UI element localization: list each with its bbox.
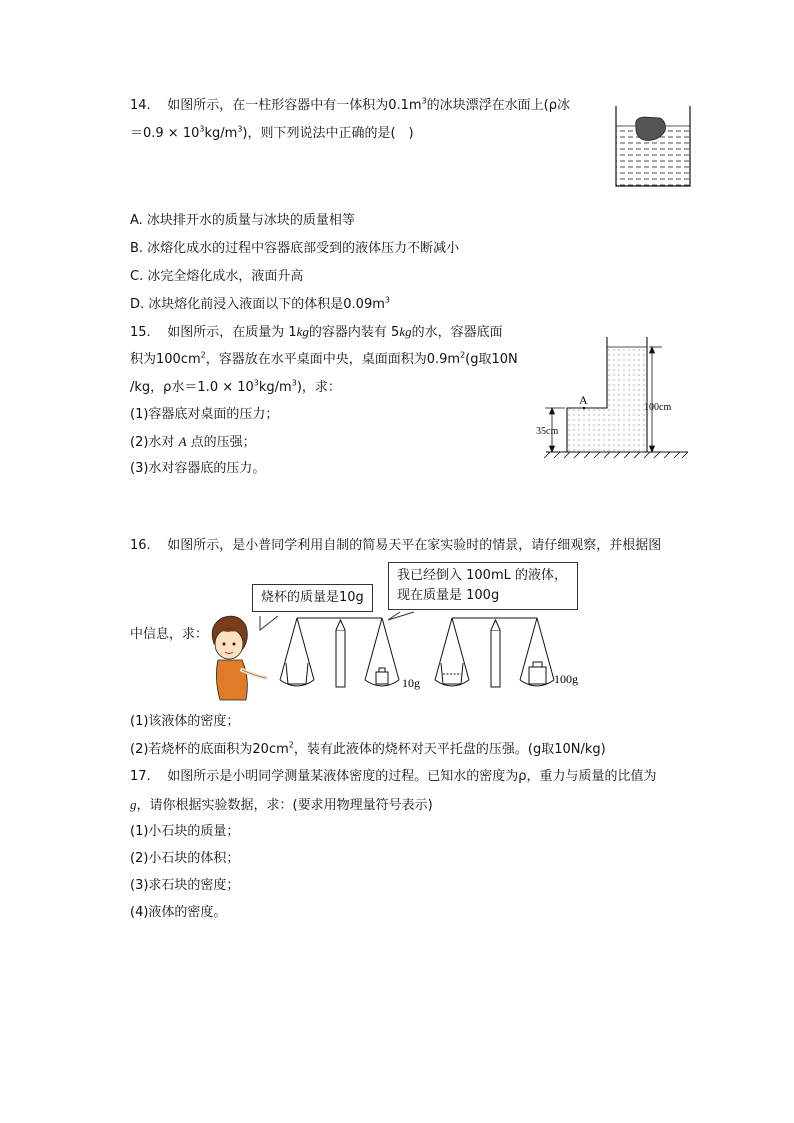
q17-sub1 — [130, 822, 239, 842]
q16-speech-bubble-1 — [252, 584, 373, 612]
q16-bubble1-tail — [260, 616, 278, 630]
q17-sub3-text: (3)求石块的密度； — [130, 878, 240, 893]
q17-line2 — [130, 795, 433, 816]
q14-text-1b: 的冰块漂浮在水面上(ρ冰 — [426, 98, 570, 113]
q16-sub2-text-b: ，装有此液体的烧杯对天平托盘的压强。(g取10N/kg) — [293, 742, 606, 757]
q15-sub2 — [130, 432, 256, 453]
q14-option-d — [130, 295, 390, 315]
q15-height-right-label: 100cm — [644, 402, 672, 413]
q14-sup-2a: 3 — [199, 124, 205, 134]
q15-sup-3b: 3 — [291, 378, 297, 388]
q15-line3 — [130, 378, 341, 398]
q15-text-3b: kg/m — [258, 380, 292, 395]
q16-text-1: 如图所示，是小普同学利用自制的简易天平在家实验时的情景，请仔细观察，并根据图 — [167, 538, 662, 553]
q15-sub3 — [130, 459, 265, 479]
q16-sub1-text: (1)该液体的密度； — [130, 714, 240, 729]
q16-speech-bubble-2 — [388, 562, 578, 610]
q16-weight-2 — [529, 667, 546, 684]
q14-sup-1: 3 — [421, 96, 427, 106]
q16-beaker-1 — [286, 663, 308, 684]
q16-balance-1 — [280, 618, 399, 687]
q15-text-1c: 的容器内装有 5 — [308, 325, 400, 340]
q15-sup-3a: 3 — [253, 378, 259, 388]
q17-number: 17. — [130, 769, 151, 784]
q15-sub1-text: (1)容器底对桌面的压力； — [130, 407, 279, 422]
q17-sub2-text: (2)小石块的体积； — [130, 851, 240, 866]
q15-sup-2b: 2 — [460, 350, 466, 360]
q15-height-left-label: 35cm — [536, 426, 559, 437]
q16-bubble2-line1: 我已经倒入 100mL 的液体， — [397, 568, 567, 583]
q16-weight-1 — [376, 672, 388, 684]
q17-var-g: g — [130, 797, 137, 812]
q15-unit-kg-1: kg — [296, 324, 309, 339]
q15-line2 — [130, 350, 518, 370]
q15-sub2-text-a: (2)水对 — [130, 435, 179, 450]
q15-ground-hatch — [544, 452, 688, 458]
q14-line2 — [130, 124, 414, 144]
q17-sub1-text: (1)小石块的质量； — [130, 824, 240, 839]
q16-sub2-text-a: (2)若烧杯的底面积为20cm — [130, 742, 289, 757]
q14-number: 14. — [130, 98, 151, 113]
q15-text-2a: 积为100cm — [130, 352, 201, 367]
q15-text-1e: 的水，容器底面 — [411, 325, 503, 340]
q14-option-d-sup: 3 — [384, 295, 390, 305]
q17-text-2: ，请你根据实验数据，求：(要求用物理量符号表示) — [136, 798, 433, 813]
q15-text-2c: (g取10N — [465, 352, 518, 367]
q15-text-3a: /kg，ρ水＝1.0 × 10 — [130, 380, 254, 395]
q14-option-d-text: D. 冰块熔化前浸入液面以下的体积是0.09m — [130, 297, 385, 312]
q14-option-a-text: A. 冰块排开水的质量与冰块的质量相等 — [130, 213, 355, 228]
q15-number: 15. — [130, 325, 151, 340]
q16-number: 16. — [130, 538, 151, 553]
q16-line1 — [130, 536, 661, 556]
q16-bubble2-tail — [388, 612, 414, 620]
q16-bubble1-text: 烧杯的质量是10g — [261, 590, 364, 605]
q17-sub4-text: (4)液体的密度。 — [130, 905, 227, 920]
q15-line1 — [130, 322, 503, 343]
q16-balance-2 — [435, 618, 554, 687]
q14-option-a — [130, 211, 355, 231]
q16-text-2: 中信息，求： — [130, 627, 209, 642]
q14-option-c — [130, 267, 303, 287]
q16-girl-illustration — [212, 616, 266, 700]
q14-ice-container-figure — [612, 104, 694, 188]
q16-bubble2-line2: 现在质量是 100g — [397, 588, 500, 603]
q15-sup-2a: 2 — [200, 350, 206, 360]
q17-sub3 — [130, 876, 239, 896]
q14-option-b-text: B. 冰熔化成水的过程中容器底部受到的液体压力不断减小 — [130, 241, 460, 256]
q15-stepped-container-figure — [532, 333, 692, 461]
q17-sub2 — [130, 849, 239, 869]
q15-point-a-marker — [583, 407, 586, 410]
q14-sup-2b: 3 — [237, 124, 243, 134]
q15-sub3-text: (3)水对容器底的压力。 — [130, 461, 266, 476]
q14-text-2a: ＝0.9 × 10 — [130, 126, 200, 141]
q17-text-1: 如图所示是小明同学测量某液体密度的过程。已知水的密度为ρ，重力与质量的比值为 — [167, 769, 657, 784]
q16-sub1 — [130, 712, 239, 732]
q17-sub4 — [130, 903, 226, 923]
q14-line1 — [130, 96, 570, 116]
q14-text-2c: )，则下列说法中正确的是( ) — [242, 126, 414, 141]
q17-line1 — [130, 767, 656, 787]
q14-option-b — [130, 239, 459, 259]
q14-text-2b: kg/m — [204, 126, 238, 141]
q15-sub1 — [130, 405, 278, 425]
q16-sub2 — [130, 740, 606, 760]
q16-line2 — [130, 625, 208, 645]
q15-text-1a: 如图所示，在质量为 1 — [167, 325, 297, 340]
q15-dimension-right — [649, 347, 662, 452]
q14-text-1a: 如图所示，在一柱形容器中有一体积为0.1m — [167, 98, 422, 113]
q15-sub2-text-b: 点的压强； — [186, 435, 256, 450]
q15-text-3c: )，求： — [296, 380, 341, 395]
q14-option-c-text: C. 冰完全熔化成水，液面升高 — [130, 269, 304, 284]
q15-sub2-var: A — [178, 434, 187, 449]
q16-weight1-label: 10g — [402, 676, 420, 690]
q15-unit-kg-2: kg — [399, 324, 412, 339]
q16-sub2-sup: 2 — [288, 740, 294, 750]
q15-text-2b: ，容器放在水平桌面中央，桌面面积为0.9m — [205, 352, 461, 367]
q16-weight2-label: 100g — [554, 672, 578, 686]
q15-point-a-label: A — [579, 393, 588, 407]
